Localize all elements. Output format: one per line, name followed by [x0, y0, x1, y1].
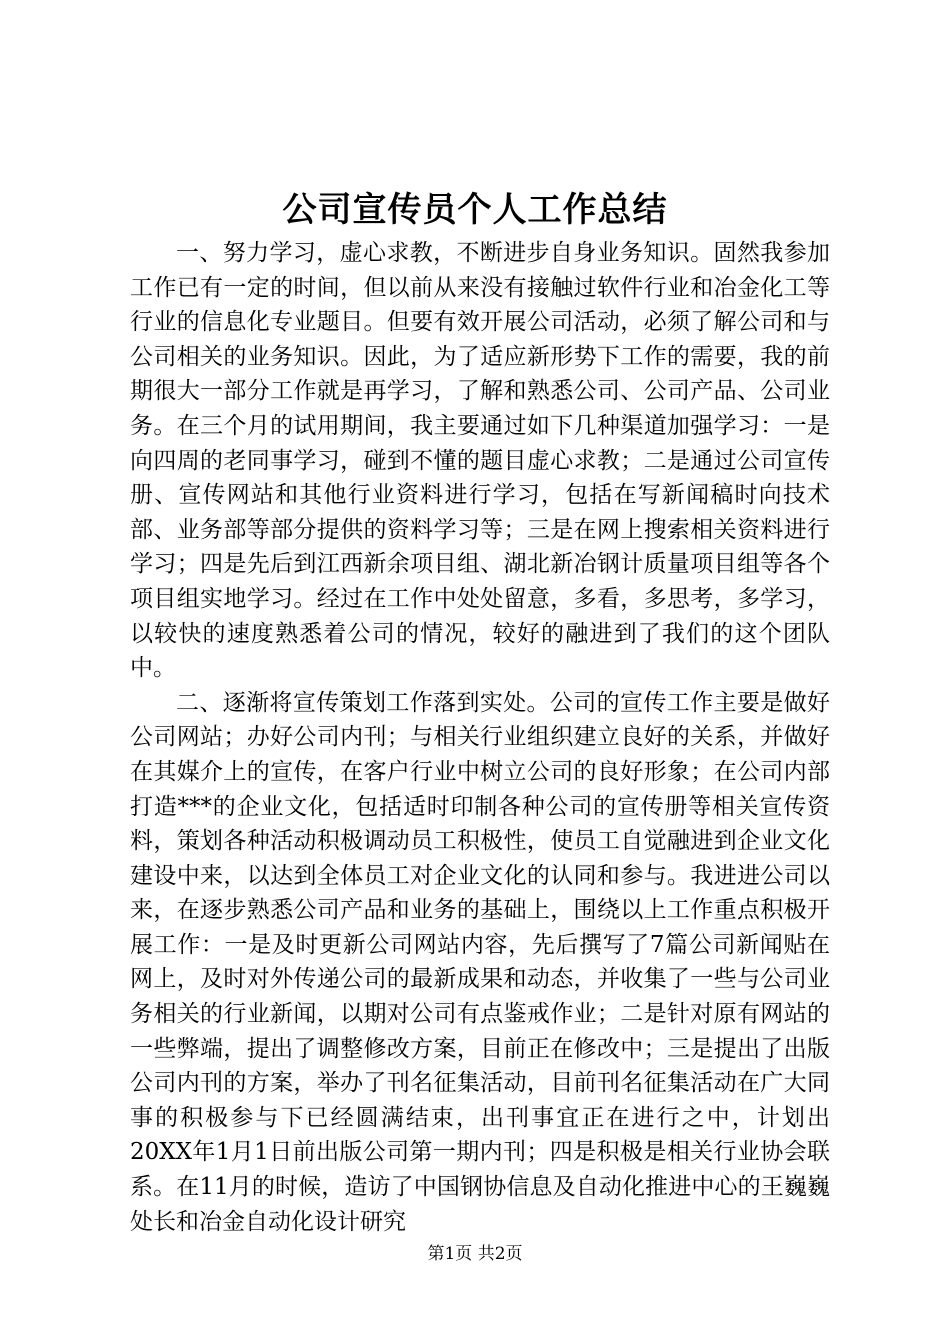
paragraph-1: 一、努力学习，虚心求教，不断进步自身业务知识。固然我参加工作已有一定的时间，但以前从来没有接触过软件行业和冶金化工等行业的信息化专业题目。但要有效开展公司活动，必须了解公司和与公司相关的业务知识。因此，为了适应新形势下工作的需要，我的前期很大一部分工作就是再学习，了解和熟悉公司、公司产品、公司业务。在三个月的试用期间，我主要通过如下几种渠道加强学习：一是向四周的老同事学习，碰到不懂的题目虚心求教；二是通过公司宣传册、宣传网站和其他行业资料进行学习，包括在写新闻稿时向技术部、业务部等部分提供的资料学习等；三是在网上搜索相关资料进行学习；四是先后到江西新余项目组、湖北新冶钢计质量项目组等各个项目组实地学习。经过在工作中处处留意，多看，多思考，多学习，以较快的速度熟悉着公司的情况，较好的融进到了我们的这个团队中。 — [130, 240, 830, 682]
page-indicator: 第1页 共2页 — [427, 1244, 523, 1264]
document-body — [130, 236, 830, 1239]
paragraph-2: 二、逐渐将宣传策划工作落到实处。公司的宣传工作主要是做好公司网站；办好公司内刊；与相关行业组织建立良好的关系，并做好在其媒介上的宣传，在客户行业中树立公司的良好形象；在公司内部打造***的企业文化，包括适时印制各种公司的宣传册等相关宣传资料，策划各种活动积极调动员工积极性，使员工自觉融进到企业文化建设中来，以达到全体员工对企业文化的认同和参与。我进进公司以来，在逐步熟悉公司产品和业务的基础上，围绕以上工作重点积极开展工作：一是及时更新公司网站内容，先后撰写了7篇公司新闻贴在网上，及时对外传递公司的最新成果和动态，并收集了一些与公司业务相关的行业新闻，以期对公司有点鉴戒作业；二是针对原有网站的一些弊端，提出了调整修改方案，目前正在修改中；三是提出了出版公司内刊的方案，举办了刊名征集活动，目前刊名征集活动在广大同事的积极参与下已经圆满结束，出刊事宜正在进行之中，计划出20XX年1月1日前出版公司第一期内刊；四是积极是相关行业协会联系。在11月的时候，造访了中国钢协信息及自动化推进中心的王巍巍处长和冶金自动化设计研究 — [130, 689, 830, 1235]
document-title: 公司宣传员个人工作总结 — [282, 190, 668, 230]
